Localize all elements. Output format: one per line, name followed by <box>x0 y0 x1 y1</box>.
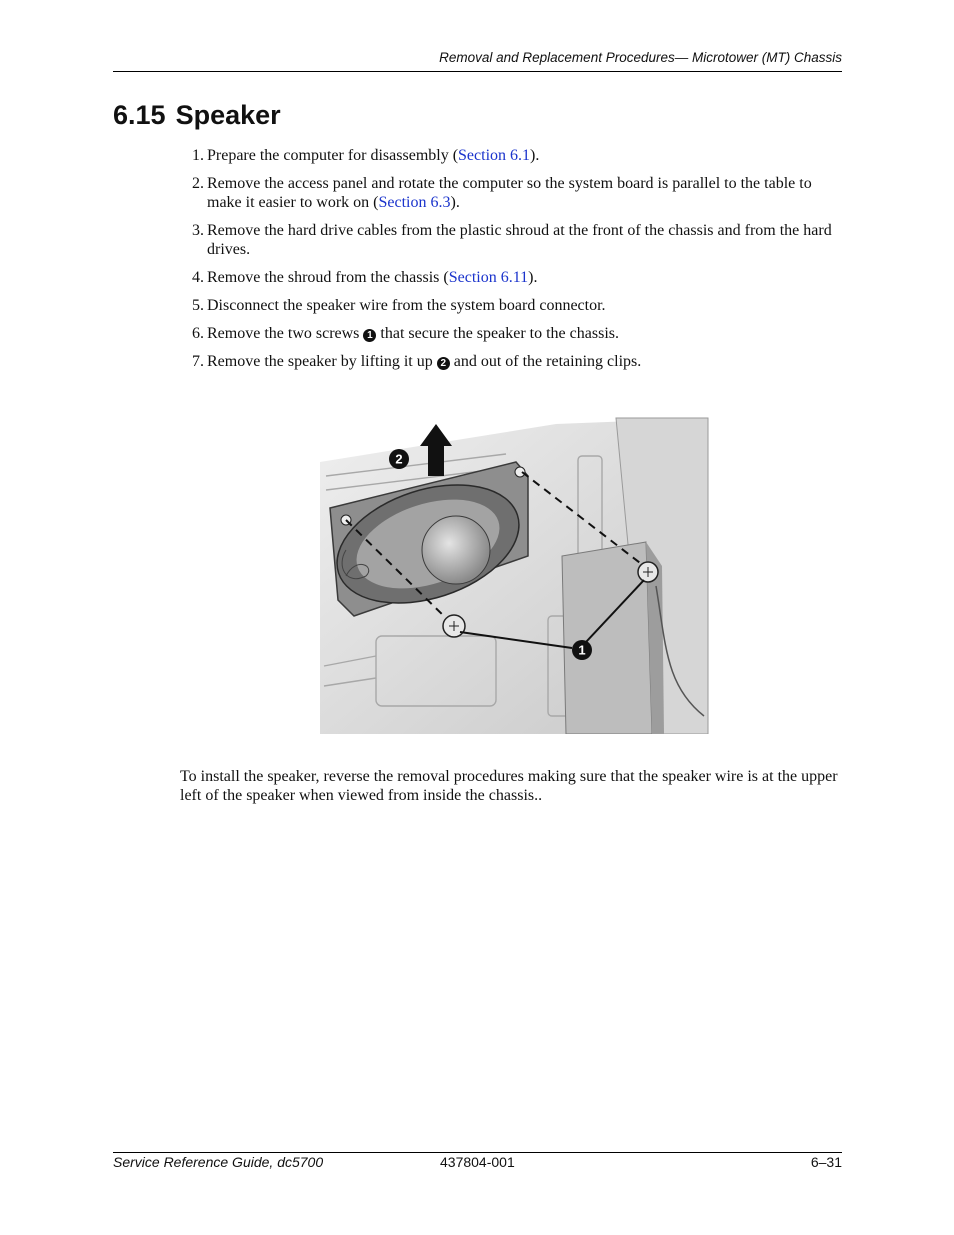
figure-callout-2-text: 2 <box>395 451 403 467</box>
step-text: ). <box>528 269 538 286</box>
step-text: Prepare the computer for disassembly ( <box>207 147 459 164</box>
step-4 <box>180 268 842 287</box>
step-number: 4. <box>192 269 204 286</box>
speaker-removal-illustration <box>316 416 710 734</box>
illustration-svg <box>316 416 710 734</box>
figure-callout-1-text: 1 <box>578 642 586 658</box>
step-text: Disconnect the speaker wire from the system board connector. <box>207 297 606 314</box>
step-text: Remove the speaker by lifting it up <box>207 353 437 370</box>
step-number: 6. <box>192 325 204 342</box>
step-text: Remove the access panel and rotate the computer so the system board is parallel to the table to make it easier to work on ( <box>207 175 812 211</box>
step-1 <box>180 146 842 165</box>
step-6 <box>180 324 842 343</box>
header-rule <box>113 71 842 72</box>
step-number: 2. <box>192 175 204 192</box>
link-section-6-1[interactable]: Section 6.1 <box>458 147 531 164</box>
section-heading: Speaker <box>175 100 281 130</box>
footer-rule <box>113 1152 842 1153</box>
link-section-6-11[interactable]: Section 6.11 <box>448 269 529 286</box>
procedure-steps <box>180 146 842 380</box>
screw-right <box>638 562 658 582</box>
step-3 <box>180 221 842 259</box>
footer-page-number: 6–31 <box>810 1154 842 1170</box>
step-text: Remove the shroud from the chassis ( <box>207 269 449 286</box>
step-number: 1. <box>192 147 204 164</box>
step-7 <box>180 352 842 371</box>
callout-2-icon: 2 <box>437 357 450 370</box>
screw-left <box>443 615 465 637</box>
step-5 <box>180 296 842 315</box>
step-text: Remove the hard drive cables from the plastic shroud at the front of the chassis and from the hard drives. <box>207 222 832 258</box>
figure-callout-1 <box>572 640 592 660</box>
link-section-6-3[interactable]: Section 6.3 <box>378 194 451 211</box>
step-text: that secure the speaker to the chassis. <box>376 325 619 342</box>
running-header: Removal and Replacement Procedures— Microtower (MT) Chassis <box>439 50 842 65</box>
footer-part-number: 437804-001 <box>440 1154 515 1170</box>
step-text: Remove the two screws <box>207 325 364 342</box>
step-number: 5. <box>192 297 204 314</box>
speaker-magnet <box>422 516 490 584</box>
page-footer <box>113 1154 842 1174</box>
footer-guide-title: Service Reference Guide, dc5700 <box>113 1154 324 1170</box>
step-number: 3. <box>192 222 204 239</box>
step-text: ). <box>450 194 460 211</box>
install-note: To install the speaker, reverse the removal procedures making sure that the speaker wire is at the upper left of the speaker when viewed from inside the chassis.. <box>180 768 838 804</box>
callout-1-icon: 1 <box>363 329 376 342</box>
figure-callout-2 <box>389 449 409 469</box>
section-number: 6.15 <box>113 100 166 130</box>
step-text: and out of the retaining clips. <box>449 353 642 370</box>
step-text: ). <box>530 147 540 164</box>
step-number: 7. <box>192 353 204 370</box>
step-2 <box>180 174 842 212</box>
section-title <box>113 100 281 131</box>
